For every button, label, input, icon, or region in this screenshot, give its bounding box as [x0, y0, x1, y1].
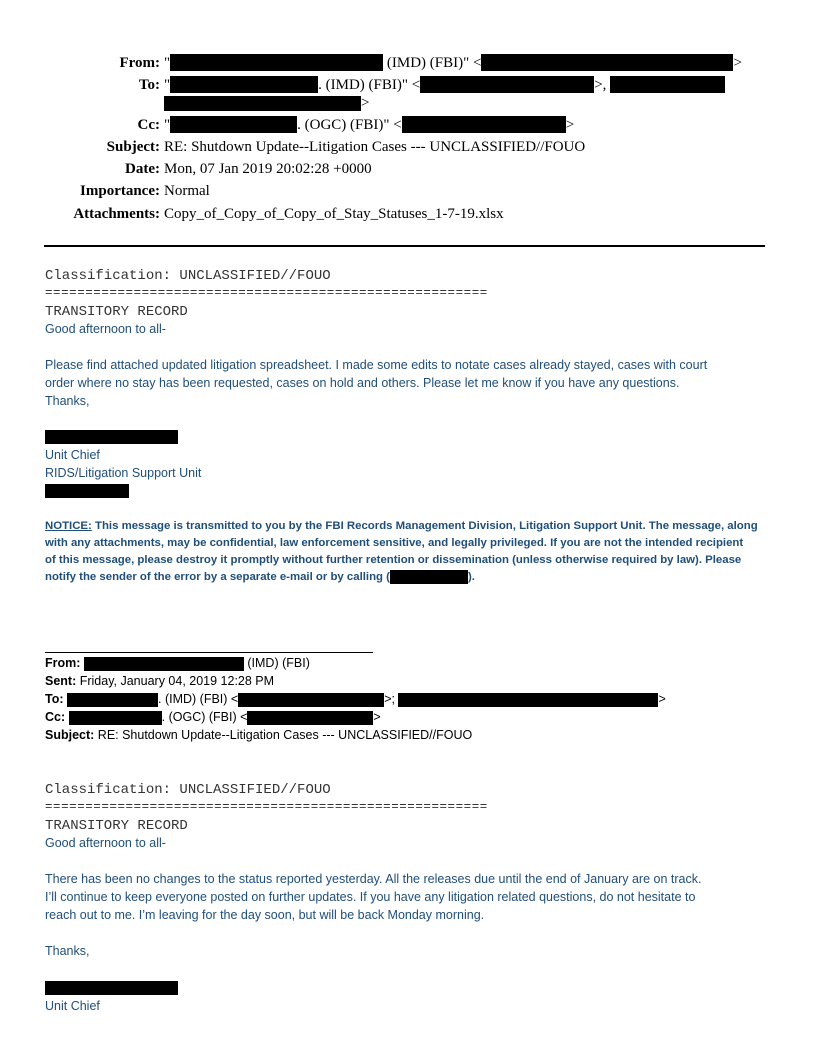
msg2-subject: RE: Shutdown Update--Litigation Cases --- UNCLASSIFIED//FOUO — [94, 728, 473, 742]
redaction — [69, 711, 162, 725]
header-to-quote: " — [164, 77, 171, 93]
header-cc-close: > — [565, 117, 575, 133]
header-to-label: To: — [138, 77, 160, 93]
msg2-from-row — [45, 654, 310, 672]
msg2-sent-row — [45, 672, 274, 690]
header-from-label: From: — [119, 55, 160, 71]
notice-text: of this message, please destroy it promptly without further retention or dissemination (unless otherwise required by law). Please — [45, 554, 742, 566]
body-line: order where no stay has been requested, cases on hold and others. Please let me know if you have any questions. — [45, 376, 680, 390]
notice-label: NOTICE: — [45, 520, 92, 532]
redaction — [170, 76, 318, 93]
msg2-to-label: To: — [45, 692, 64, 706]
signature-title: Unit Chief — [45, 999, 100, 1013]
redaction — [170, 116, 297, 133]
redaction — [481, 54, 733, 71]
header-importance: Normal — [164, 183, 210, 199]
msg2-to-org: . (IMD) (FBI) < — [158, 692, 239, 706]
header-date: Mon, 07 Jan 2019 20:02:28 +0000 — [164, 161, 372, 177]
redaction — [610, 76, 725, 93]
header-subject-label: Subject: — [106, 139, 160, 155]
msg2-from-label: From: — [45, 656, 81, 670]
body-line: reach out to me. I’m leaving for the day soon, but will be back Monday morning. — [45, 908, 485, 922]
thanks-line: Thanks, — [45, 944, 90, 958]
msg2-subject-row — [45, 726, 472, 744]
header-to-cont — [164, 95, 369, 111]
record-line: TRANSITORY RECORD — [45, 818, 188, 834]
signature-redaction — [45, 430, 178, 444]
redaction — [67, 693, 158, 707]
msg2-sent: Friday, January 04, 2019 12:28 PM — [76, 674, 275, 688]
msg2-to-close: > — [658, 692, 666, 706]
redaction — [247, 711, 373, 725]
msg2-sent-label: Sent: — [45, 674, 77, 688]
redaction — [420, 76, 594, 93]
header-cc-label: Cc: — [137, 117, 160, 133]
greeting: Good afternoon to all- — [45, 322, 166, 336]
msg2-to-row — [45, 690, 666, 708]
body-line: Please find attached updated litigation spreadsheet. I made some edits to notate cases already stayed, cases with court — [45, 358, 708, 372]
msg2-cc-close: > — [373, 710, 381, 724]
phone-redaction — [45, 484, 129, 498]
notice-text: with any attachments, may be confidential, law enforcement sensitive, and legally privileged. If you are not the intended recipient — [45, 537, 744, 549]
msg2-to-sep: >; — [384, 692, 395, 706]
signature-unit: RIDS/Litigation Support Unit — [45, 466, 202, 480]
header-to-close: > — [361, 95, 370, 111]
header-from-org: (IMD) (FBI)" < — [383, 55, 482, 71]
header-to-org: . (IMD) (FBI)" < — [318, 77, 421, 93]
separator-line: ======================================================= — [45, 800, 488, 814]
redaction — [390, 570, 468, 584]
header-divider — [44, 245, 765, 247]
msg2-cc-row — [45, 708, 381, 726]
header-cc-quote: " — [164, 117, 171, 133]
redaction — [164, 96, 361, 111]
header-cc-org: . (OGC) (FBI)" < — [297, 117, 402, 133]
msg2-cc-label: Cc: — [45, 710, 66, 724]
msg2-cc-org: . (OGC) (FBI) < — [161, 710, 248, 724]
classification-line: Classification: UNCLASSIFIED//FOUO — [45, 268, 331, 284]
header-to-sep: >, — [594, 77, 607, 93]
header-attachments-label: Attachments: — [73, 206, 160, 222]
msg2-subject-label: Subject: — [45, 728, 95, 742]
redaction — [84, 657, 244, 671]
greeting: Good afternoon to all- — [45, 836, 166, 850]
notice-text: notify the sender of the error by a separate e-mail or by calling ( — [45, 571, 390, 583]
separator-line: ======================================================= — [45, 286, 488, 300]
body-line: There has been no changes to the status reported yesterday. All the releases due until the end of January are on track. — [45, 872, 702, 886]
header-date-label: Date: — [125, 161, 160, 177]
notice-text: ). — [467, 571, 475, 583]
record-line: TRANSITORY RECORD — [45, 304, 188, 320]
signature-title: Unit Chief — [45, 448, 100, 462]
redaction — [238, 693, 384, 707]
header-importance-label: Importance: — [80, 183, 160, 199]
body-line: Thanks, — [45, 394, 90, 408]
header-from-close: > — [733, 55, 742, 71]
attachment-link[interactable]: Copy_of_Copy_of_Copy_of_Stay_Statuses_1-7-19.xlsx — [164, 206, 504, 222]
msg2-from-org: (IMD) (FBI) — [243, 656, 310, 670]
redaction — [398, 693, 658, 707]
classification-line: Classification: UNCLASSIFIED//FOUO — [45, 782, 331, 798]
redaction — [402, 116, 566, 133]
header-from-quote: " — [164, 55, 171, 71]
notice-text: This message is transmitted to you by the FBI Records Management Division, Litigation Support Unit. The message, along — [91, 520, 758, 532]
signature-redaction — [45, 981, 178, 995]
header-subject: RE: Shutdown Update--Litigation Cases --- UNCLASSIFIED//FOUO — [164, 139, 586, 155]
body-line: I’ll continue to keep everyone posted on further updates. If you have any litigation related questions, do not hesitate to — [45, 890, 696, 904]
notice-block — [45, 518, 765, 586]
redaction — [170, 54, 383, 71]
reply-divider — [45, 652, 373, 653]
